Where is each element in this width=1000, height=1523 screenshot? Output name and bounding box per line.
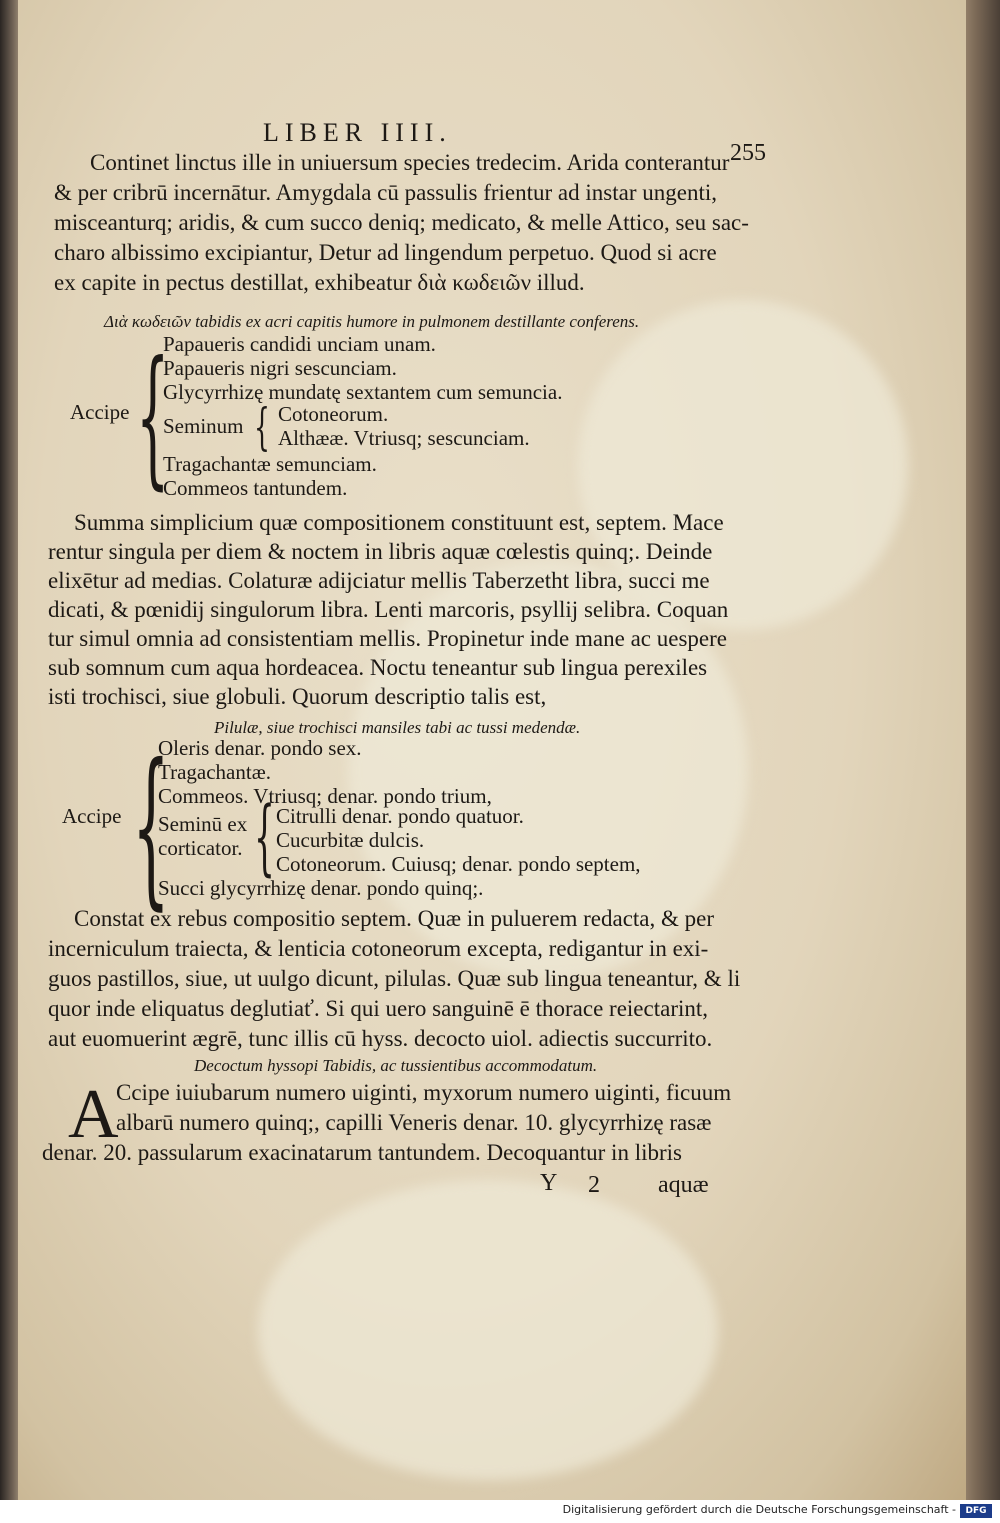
- seminum-label: corticator.: [158, 836, 243, 860]
- ingredient-line: Althææ. Vtriusq; sescunciam.: [278, 426, 530, 450]
- accipe-label: Accipe: [62, 804, 122, 828]
- ingredient-line: Glycyrrhizę mundatę sextantem cum semuncia.: [163, 380, 563, 404]
- text-line: Summa simplicium quæ compositionem constituunt est, septem. Mace: [74, 510, 724, 535]
- book-binding-left: [0, 0, 20, 1500]
- recipe-heading: Διὰ κωδειῶν tabidis ex acri capitis humore in pulmonem destillante conferens.: [104, 312, 640, 331]
- dfg-logo: DFG: [960, 1504, 992, 1518]
- recipe-heading: Decoctum hyssopi Tabidis, ac tussientibus accommodatum.: [194, 1056, 598, 1075]
- text-line: isti trochisci, siue globuli. Quorum descriptio talis est,: [48, 684, 547, 709]
- catchword: aquæ: [658, 1172, 709, 1198]
- text-line: elixētur ad medias. Colaturæ adijciatur mellis Taberzetht libra, succi me: [48, 568, 710, 593]
- text-line: sub somnum cum aqua hordeacea. Noctu teneantur sub lingua perexiles: [48, 655, 708, 680]
- ingredient-line: Cucurbitæ dulcis.: [276, 828, 425, 852]
- ingredient-line: Papaueris nigri sescunciam.: [163, 356, 397, 380]
- ingredient-line: Commeos. Vtriusq; denar. pondo trium,: [158, 784, 492, 808]
- brace-icon: {: [136, 330, 170, 504]
- signature-mark: Y: [540, 1170, 558, 1196]
- text-line: dicati, & pœnidij singulorum libra. Lenti marcoris, psyllij selibra. Coquan: [48, 597, 729, 622]
- ingredient-line: Commeos tantundem.: [163, 476, 348, 500]
- footer-bar: [0, 1500, 1000, 1523]
- text-line: quor inde eliquatus deglutiať. Si qui uero sanguinē ē thorace reiectarint,: [48, 996, 709, 1021]
- text-line: rentur singula per diem & noctem in libris aquæ cœlestis quinq;. Deinde: [48, 539, 713, 564]
- text-line: tur simul omnia ad consistentiam mellis. Propinetur inde mane ac uespere: [48, 626, 727, 651]
- text-line: incerniculum traiecta, & lenticia cotoneorum excepta, redigantur in exi-: [48, 936, 709, 961]
- brace-icon: {: [254, 398, 270, 456]
- ingredient-line: Succi glycyrrhizę denar. pondo quinq;.: [158, 876, 484, 900]
- text-line: ex capite in pectus destillat, exhibeatur διὰ κωδειῶν illud.: [54, 270, 585, 295]
- text-line: Ccipe iuiubarum numero uiginti, myxorum numero uiginti, ficuum: [116, 1080, 732, 1105]
- ingredient-line: Tragachantæ semunciam.: [163, 452, 377, 476]
- brace-icon: {: [132, 728, 170, 926]
- folio-number: 255: [730, 140, 766, 166]
- ingredient-line: Cotoneorum.: [278, 402, 389, 426]
- accipe-label: Accipe: [70, 400, 130, 424]
- text-line: guos pastillos, siue, ut uulgo dicunt, pilulas. Quæ sub lingua teneantur, & li: [48, 966, 741, 991]
- recipe-heading: Pilulæ, siue trochisci mansiles tabi ac tussi medendæ.: [214, 718, 581, 737]
- seminum-label: Seminū ex: [158, 812, 248, 836]
- text-line: Constat ex rebus compositio septem. Quæ in puluerem redacta, & per: [74, 906, 715, 931]
- seminum-label: Seminum: [163, 414, 244, 438]
- text-line: denar. 20. passularum exacinatarum tantundem. Decoquantur in libris: [42, 1140, 682, 1165]
- ingredient-line: Papaueris candidi unciam unam.: [163, 332, 436, 356]
- footer-credit: Digitalisierung gefördert durch die Deutsche Forschungsgemeinschaft -: [562, 1503, 956, 1516]
- text-line: charo albissimo excipiantur, Detur ad lingendum perpetuo. Quod si acre: [54, 240, 717, 265]
- text-line: albarū numero quinq;, capilli Veneris denar. 10. glycyrrhizę rasæ: [116, 1110, 712, 1135]
- text-line: Continet linctus ille in uniuersum species tredecim. Arida conterantur: [90, 150, 730, 175]
- ingredient-line: Oleris denar. pondo sex.: [158, 736, 362, 760]
- signature-number: 2: [588, 1172, 600, 1198]
- running-head: LIBER IIII.: [263, 118, 452, 147]
- brace-icon: {: [254, 790, 275, 885]
- ingredient-line: Cotoneorum. Cuiusq; denar. pondo septem,: [276, 852, 641, 876]
- text-line: misceanturq; aridis, & cum succo deniq; medicato, & melle Attico, seu sac-: [54, 210, 749, 235]
- ingredient-line: Citrulli denar. pondo quatuor.: [276, 804, 524, 828]
- water-stain: [258, 1180, 718, 1480]
- book-page: [18, 0, 966, 1500]
- text-line: & per cribrū incernātur. Amygdala cū passulis frientur ad instar ungenti,: [54, 180, 717, 205]
- drop-capital: A: [68, 1076, 119, 1153]
- ingredient-line: Tragachantæ.: [158, 760, 271, 784]
- text-line: aut euomuerint ægrē, tunc illis cū hyss. decocto uiol. adiectis succurrito.: [48, 1026, 713, 1051]
